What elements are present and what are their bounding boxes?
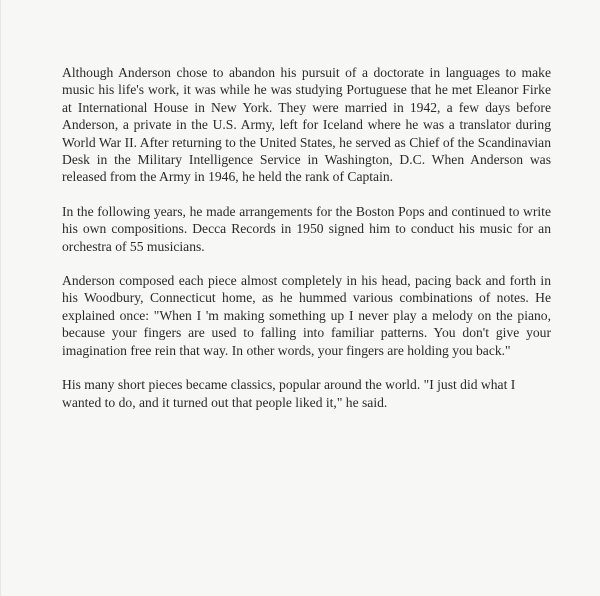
paragraph-3: Anderson composed each piece almost completely in his head, pacing back and forth in his Woodbury, Connecticut home, as he hummed various combinations of notes. He explained once: "When I 'm making something up I never play a melody on the piano, because your fingers are used to falling into familiar patterns. You don't give your imagination free rein that way. In other words, your fingers are holding you back." <box>62 273 551 358</box>
body-text <box>62 64 551 428</box>
paragraph-1: Although Anderson chose to abandon his pursuit of a doctorate in languages to make music his life's work, it was while he was studying Portuguese that he met Eleanor Firke at International House in New York. They were married in 1942, a few days before Anderson, a private in the U.S. Army, left for Iceland where he was a translator during World War II. After returning to the United States, he served as Chief of the Scandinavian Desk in the Military Intelligence Service in Washington, D.C. When Anderson was released from the Army in 1946, he held the rank of Captain. <box>62 65 551 185</box>
paragraph-2: In the following years, he made arrangements for the Boston Pops and continued to write his own compositions. Decca Records in 1950 signed him to conduct his music for an orchestra of 55 musicians. <box>62 203 551 254</box>
paragraph-4: His many short pieces became classics, popular around the world. "I just did what I wanted to do, and it turned out that people liked it," he said. <box>62 377 516 410</box>
